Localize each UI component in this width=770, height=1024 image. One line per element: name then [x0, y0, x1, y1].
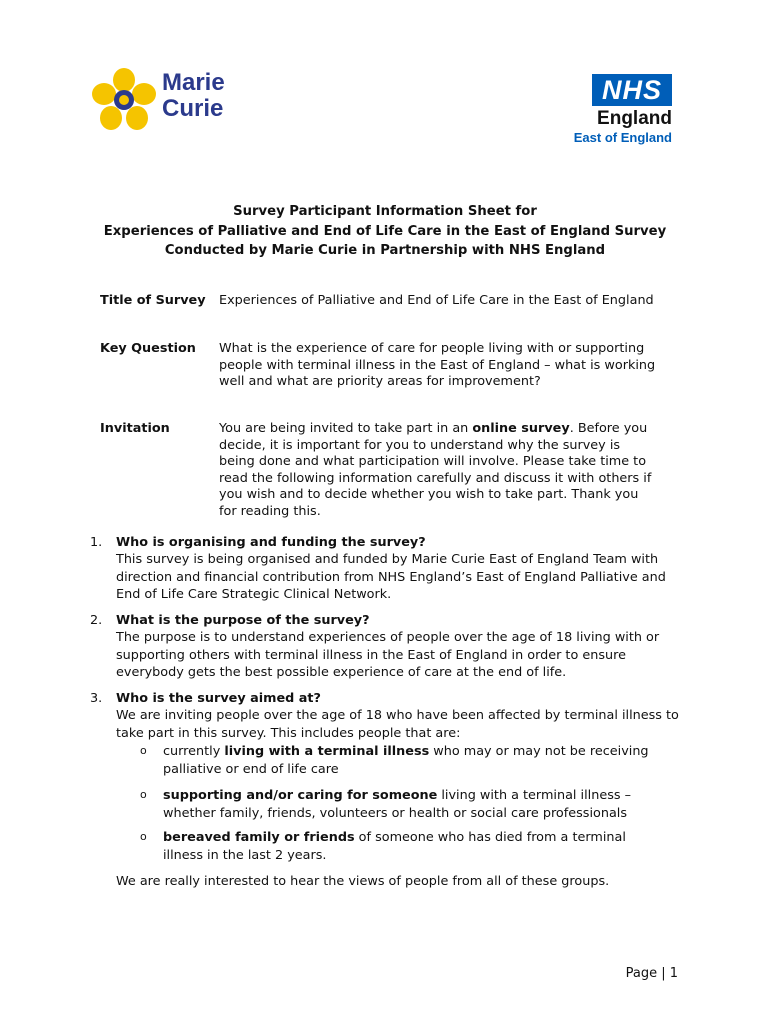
bullet-icon: o	[140, 830, 147, 843]
title-line-3: Conducted by Marie Curie in Partnership with NHS England	[164, 243, 606, 258]
bullet-3-bold: bereaved family or friends	[163, 830, 355, 845]
title-of-survey-value: Experiences of Palliative and End of Life Care in the East of England	[219, 293, 654, 308]
invitation-text-pre: You are being invited to take part in an	[219, 421, 473, 436]
invitation-text-bold: online survey	[472, 421, 570, 436]
nhs-badge: NHS	[592, 74, 672, 106]
invitation-label: Invitation	[100, 421, 170, 436]
key-question-label: Key Question	[100, 341, 196, 356]
section-3-number: 3.	[90, 691, 103, 706]
section-2-number: 2.	[90, 613, 103, 628]
document-title	[60, 202, 710, 261]
bullet-1-post: who may or may not be receiving palliative or end of life care	[163, 744, 649, 777]
bullet-1-pre: currently	[163, 744, 225, 759]
nhs-region-text: East of England	[573, 130, 672, 145]
section-2-heading: What is the purpose of the survey?	[116, 613, 370, 628]
title-of-survey-label: Title of Survey	[100, 293, 206, 308]
section-3-body: We are inviting people over the age of 18 who have been affected by terminal illness to take part in this survey. This includes people that are:	[116, 708, 679, 741]
daffodil-icon	[92, 68, 156, 132]
invitation-text-post: . Before you decide, it is important for you to understand why the survey is being done and what participation will involve. Please take time to read the following information carefully and discuss it with others if you wish and to decide whether you wish to take part. Thank you for reading this.	[219, 421, 652, 519]
bullet-2-post: living with a terminal illness – whether family, friends, volunteers or health or social care professionals	[163, 788, 632, 821]
bullet-2-bold: supporting and/or caring for someone	[163, 788, 438, 803]
section-1-body: This survey is being organised and funded by Marie Curie East of England Team with direction and financial contribution from NHS England’s East of England Palliative and End of Life Care Strategic Clinical Network.	[116, 552, 666, 602]
section-2-body: The purpose is to understand experiences of people over the age of 18 living with or supporting others with terminal illness in the East of England in order to ensure everybody gets the best possible experience of care at the end of life.	[116, 630, 660, 680]
section-1-heading: Who is organising and funding the survey?	[116, 535, 426, 550]
marie-curie-line2: Curie	[162, 95, 224, 122]
section-3-heading: Who is the survey aimed at?	[116, 691, 321, 706]
bullet-3-post: of someone who has died from a terminal illness in the last 2 years.	[163, 830, 626, 863]
marie-curie-line1: Marie	[162, 69, 225, 96]
section-1-number: 1.	[90, 535, 103, 550]
nhs-england-logo	[560, 74, 672, 150]
marie-curie-logo	[92, 68, 252, 132]
bullet-icon: o	[140, 788, 147, 801]
bullet-1-bold: living with a terminal illness	[224, 744, 430, 759]
bullet-icon: o	[140, 744, 147, 757]
title-line-1: Survey Participant Information Sheet for	[233, 204, 537, 219]
invitation-value	[219, 421, 659, 520]
title-line-2: Experiences of Palliative and End of Life Care in the East of England Survey	[103, 223, 667, 239]
nhs-england-text: England	[597, 108, 672, 129]
closing-text: We are really interested to hear the views of people from all of these groups.	[116, 874, 610, 889]
page-number: Page | 1	[625, 966, 678, 981]
key-question-value: What is the experience of care for people living with or supporting people with terminal illness in the East of England – what is working well and what are priority areas for improvement?	[219, 341, 656, 389]
